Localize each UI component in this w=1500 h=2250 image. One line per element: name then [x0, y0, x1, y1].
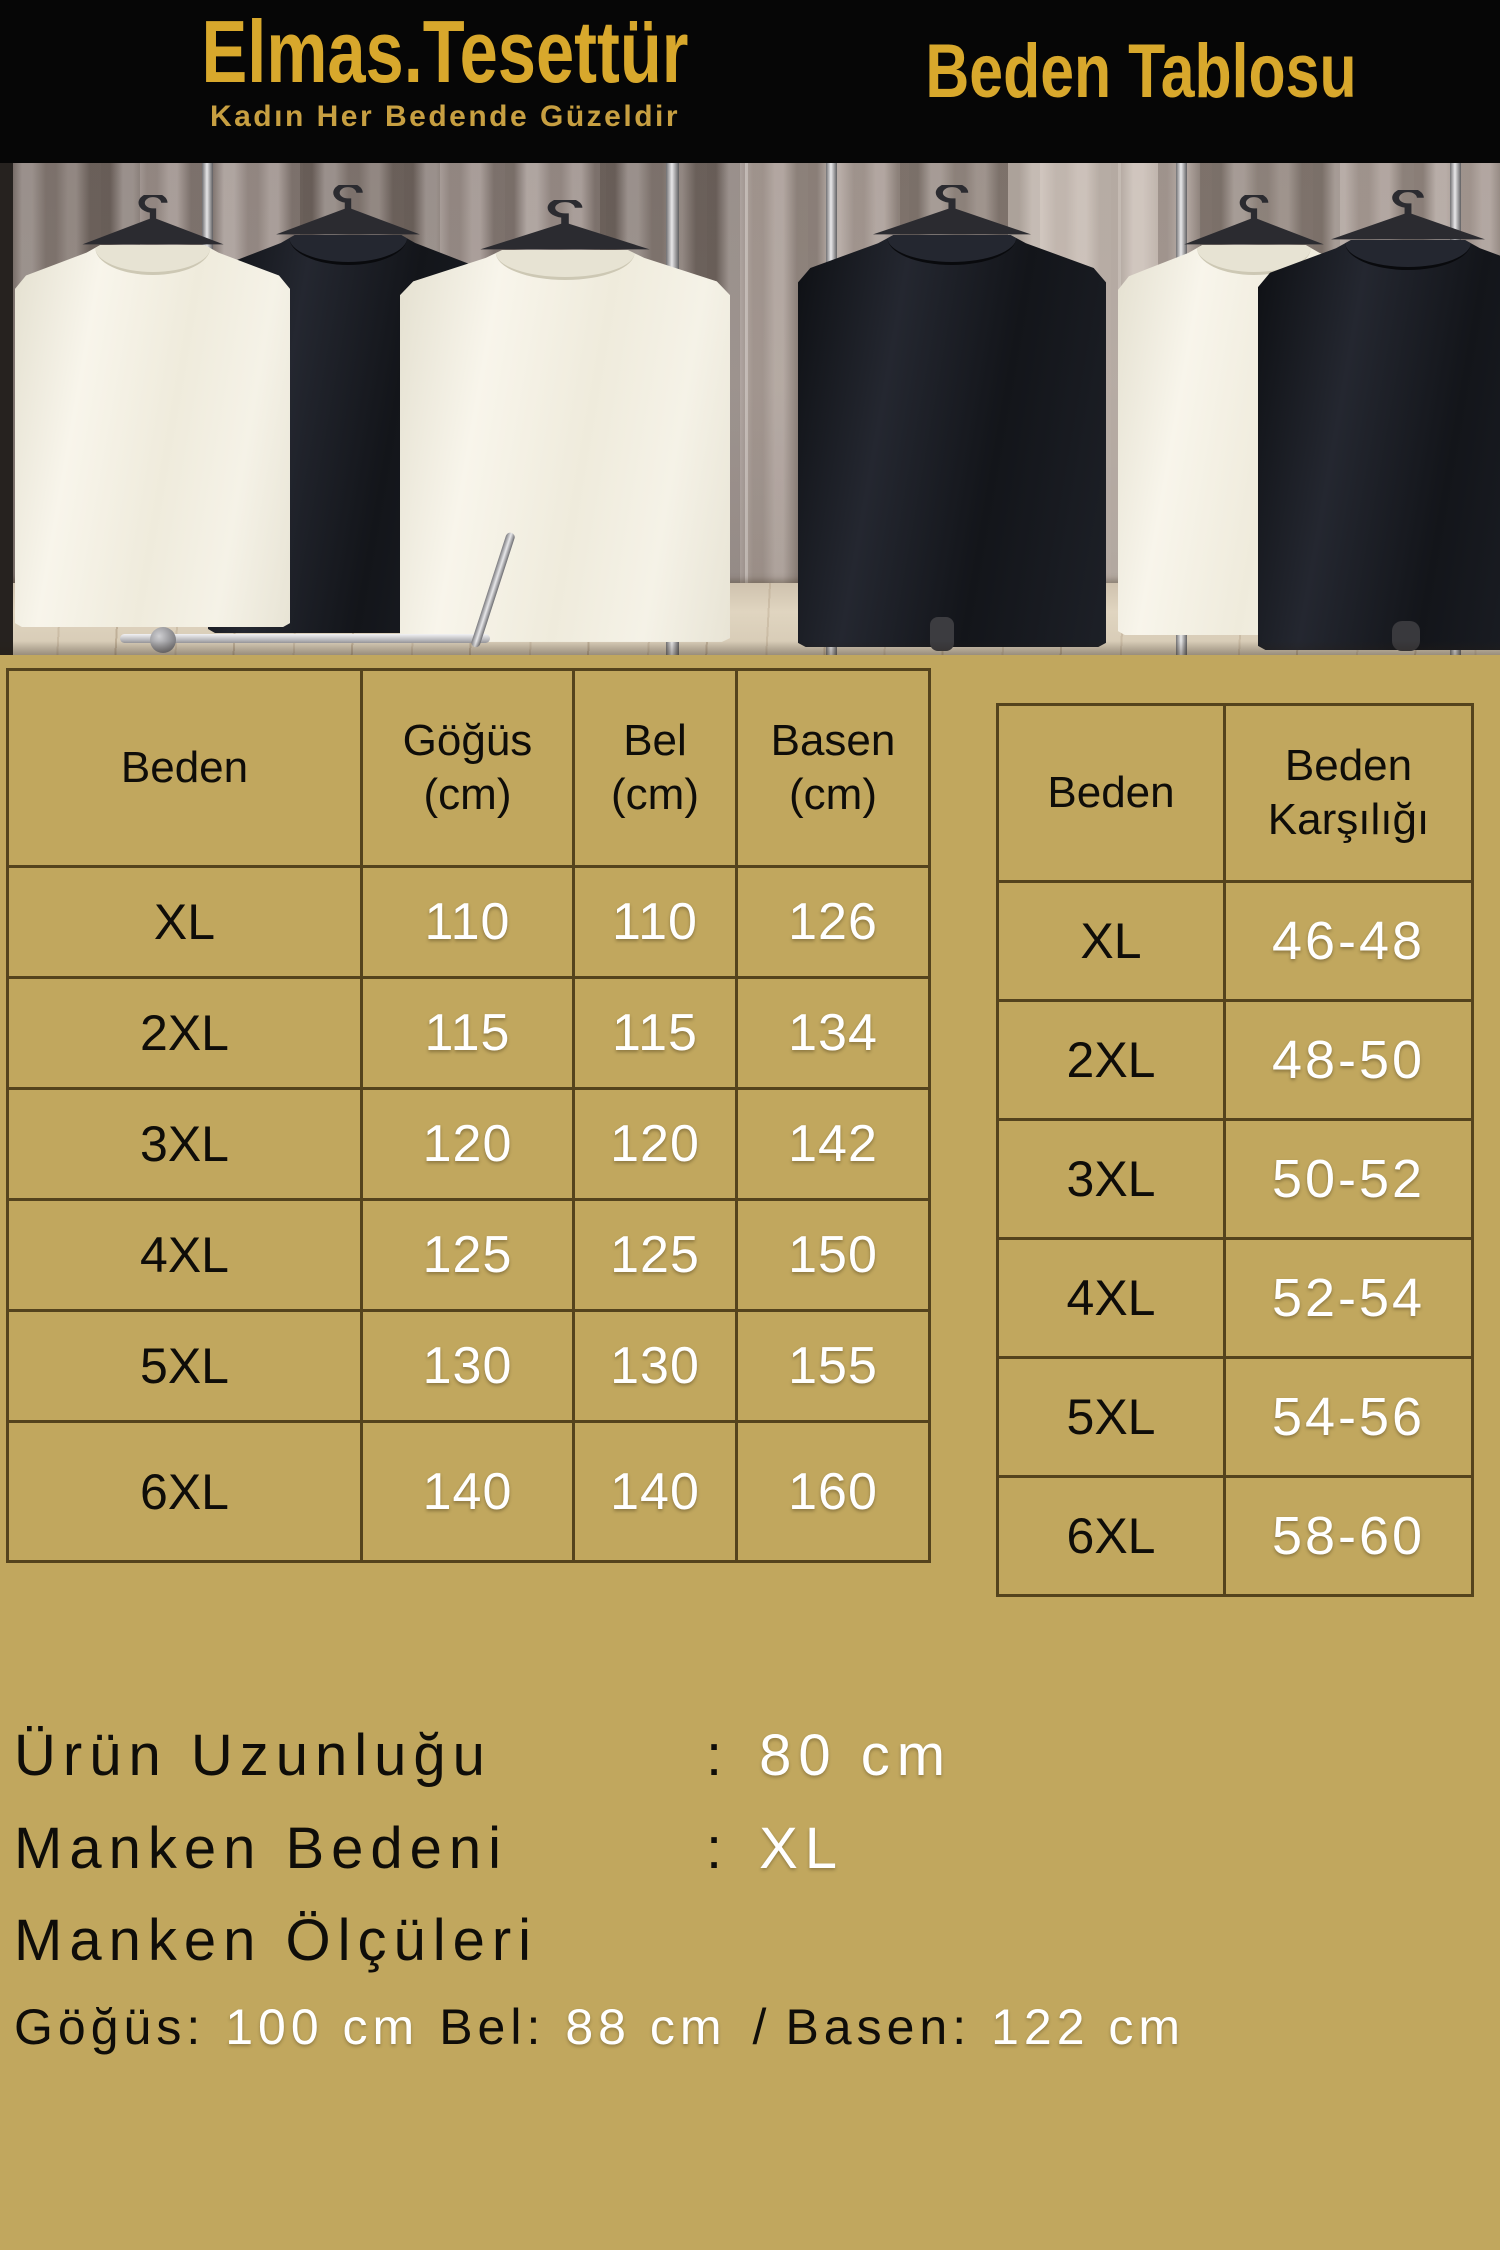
- value-cell: 50-52: [1225, 1120, 1473, 1239]
- dress-body: [798, 235, 1106, 647]
- size-cell: 4XL: [998, 1239, 1225, 1358]
- photo-seam: [745, 163, 748, 655]
- size-cell: 4XL: [8, 1200, 362, 1311]
- measurement-label: Göğüs:: [14, 1999, 206, 2055]
- size-equivalent-table: [996, 703, 1474, 1597]
- header-cell: Bel (cm): [574, 670, 737, 867]
- white-dress-photo: [400, 250, 730, 642]
- size-cell: 3XL: [998, 1120, 1225, 1239]
- value-cell: 130: [362, 1311, 574, 1422]
- table-row: [998, 1120, 1473, 1239]
- size-cell: 6XL: [8, 1422, 362, 1562]
- table-row: [998, 882, 1473, 1001]
- measurement-label: Bel:: [439, 1999, 546, 2055]
- detail-label: Ürün Uzunluğu: [14, 1723, 492, 1788]
- table-row: [8, 1200, 930, 1311]
- detail-colon: :: [706, 1816, 730, 1881]
- value-cell: 126: [737, 867, 930, 978]
- value-cell: 110: [574, 867, 737, 978]
- white-dress-photo: [15, 245, 290, 627]
- detail-value: 80 cm: [759, 1723, 953, 1788]
- slash-separator: /: [752, 1999, 772, 2055]
- value-cell: 120: [574, 1089, 737, 1200]
- header-cell: Beden Karşılığı: [1225, 705, 1473, 882]
- hanger-icon: [1326, 190, 1491, 242]
- value-cell: 142: [737, 1089, 930, 1200]
- value-cell: 140: [362, 1422, 574, 1562]
- detail-label: Manken Ölçüleri: [14, 1908, 539, 1973]
- value-cell: 52-54: [1225, 1239, 1473, 1358]
- detail-label: Manken Bedeni: [14, 1816, 509, 1881]
- model-measurements-line: [14, 1998, 1205, 2056]
- table-row: [8, 978, 930, 1089]
- detail-value: XL: [759, 1816, 845, 1881]
- size-cell: XL: [998, 882, 1225, 1001]
- table-row: [998, 1477, 1473, 1596]
- measurement-value: 100 cm: [225, 1999, 420, 2055]
- table-row: [998, 1358, 1473, 1477]
- measurement-value: 122 cm: [991, 1999, 1186, 2055]
- value-cell: 130: [574, 1311, 737, 1422]
- dress-body: [1258, 240, 1500, 650]
- brand-title: Elmas.Tesettür: [201, 2, 689, 101]
- size-cell: 3XL: [8, 1089, 362, 1200]
- hanger-icon: [77, 195, 228, 247]
- table-row: [998, 1239, 1473, 1358]
- size-cell: 5XL: [998, 1358, 1225, 1477]
- size-cell: 6XL: [998, 1477, 1225, 1596]
- size-table: [6, 668, 931, 1563]
- value-cell: 125: [362, 1200, 574, 1311]
- value-cell: 155: [737, 1311, 930, 1422]
- dress-body: [15, 245, 290, 627]
- size-cell: 2XL: [998, 1001, 1225, 1120]
- black-dress-photo: [1258, 240, 1500, 650]
- photo-shadow: [0, 641, 1500, 655]
- table-row: [8, 1311, 930, 1422]
- table-row: [8, 1089, 930, 1200]
- header-bar: [0, 0, 1500, 163]
- hanger-icon: [271, 185, 425, 237]
- brand-tagline: Kadın Her Bedende Güzeldir: [209, 99, 681, 133]
- value-cell: 160: [737, 1422, 930, 1562]
- black-dress-photo: [798, 235, 1106, 647]
- size-cell: 2XL: [8, 978, 362, 1089]
- value-cell: 48-50: [1225, 1001, 1473, 1120]
- header-cell: Beden: [8, 670, 362, 867]
- value-cell: 54-56: [1225, 1358, 1473, 1477]
- model-size-line: [14, 1815, 844, 1882]
- header-cell: Göğüs (cm): [362, 670, 574, 867]
- measurement-label: Basen:: [785, 1999, 972, 2055]
- value-cell: 115: [574, 978, 737, 1089]
- value-cell: 115: [362, 978, 574, 1089]
- brand-block: [100, 2, 790, 134]
- table-header-row: [998, 705, 1473, 882]
- table-header-row: [8, 670, 930, 867]
- value-cell: 110: [362, 867, 574, 978]
- measurement-value: 88 cm: [565, 1999, 727, 2055]
- model-measurements-title: [14, 1907, 706, 1974]
- value-cell: 150: [737, 1200, 930, 1311]
- value-cell: 140: [574, 1422, 737, 1562]
- hanger-icon: [474, 200, 656, 252]
- hanger-icon: [867, 185, 1036, 237]
- size-cell: 5XL: [8, 1311, 362, 1422]
- page-title: Beden Tablosu: [925, 29, 1357, 114]
- dress-body: [400, 250, 730, 642]
- value-cell: 120: [362, 1089, 574, 1200]
- detail-colon: :: [706, 1723, 730, 1788]
- table-row: [8, 1422, 930, 1562]
- table-row: [8, 867, 930, 978]
- header-cell: Basen (cm): [737, 670, 930, 867]
- photo-edge: [0, 163, 13, 655]
- header-cell: Beden: [998, 705, 1225, 882]
- value-cell: 46-48: [1225, 882, 1473, 1001]
- table-row: [998, 1001, 1473, 1120]
- value-cell: 134: [737, 978, 930, 1089]
- product-photo: [0, 163, 1500, 655]
- value-cell: 58-60: [1225, 1477, 1473, 1596]
- product-length-line: [14, 1722, 952, 1789]
- size-cell: XL: [8, 867, 362, 978]
- value-cell: 125: [574, 1200, 737, 1311]
